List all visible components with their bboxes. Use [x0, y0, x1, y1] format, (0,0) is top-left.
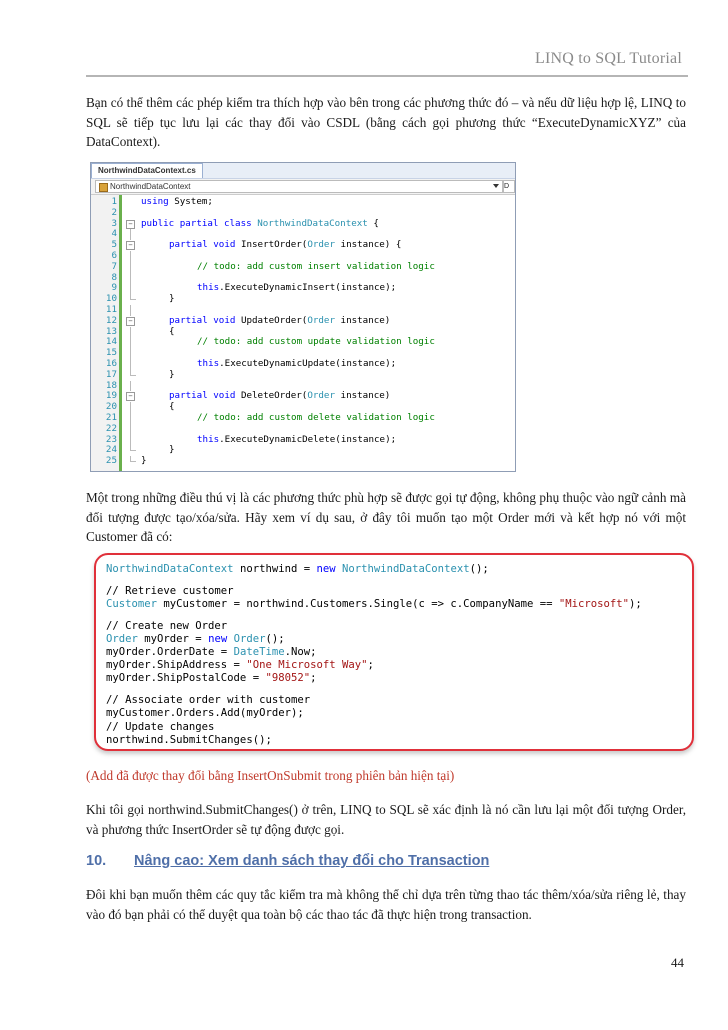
- code-line: 14 // todo: add custom update validation logic: [105, 336, 435, 348]
- section-heading: [86, 853, 489, 869]
- snippet-line: NorthwindDataContext northwind = new NorthwindDataContext();: [106, 563, 489, 575]
- code-line: 3 − public partial class NorthwindDataContext {: [111, 217, 379, 229]
- code-line: 2: [111, 206, 117, 218]
- class-icon: [99, 183, 108, 192]
- code-line: 19 − partial void DeleteOrder(Order instance): [105, 390, 391, 402]
- code-line: 9 this.ExecuteDynamicInsert(instance);: [111, 282, 397, 294]
- code-line: 5 − partial void InsertOrder(Order instance) {: [111, 239, 402, 251]
- code-line: 22: [91, 424, 515, 435]
- snippet-line: myOrder.ShipPostalCode = "98052";: [106, 672, 317, 684]
- header-divider: [86, 75, 688, 77]
- code-line: 12 − partial void UpdateOrder(Order instance): [105, 314, 391, 326]
- snippet-line: Customer myCustomer = northwind.Customers.Single(c => c.CompanyName == "Microsoft");: [106, 598, 642, 610]
- snippet-line: northwind.SubmitChanges();: [106, 734, 272, 746]
- snippet-line: Order myOrder = new Order();: [106, 633, 285, 645]
- collapse-icon[interactable]: −: [126, 317, 135, 326]
- code-line: 4: [91, 229, 515, 240]
- snippet-comment: // Create new Order: [106, 620, 228, 632]
- snippet-line: myCustomer.Orders.Add(myOrder);: [106, 707, 304, 719]
- snippet-caption: (Add đã được thay đổi bằng InsertOnSubmit trong phiên bản hiện tại): [86, 768, 455, 783]
- snippet-comment: // Update changes: [106, 721, 215, 733]
- code-line: 10 }: [105, 293, 175, 305]
- editor-navigation-bar: [91, 179, 515, 195]
- code-editor-screenshot: [90, 162, 516, 472]
- snippet-line: myOrder.OrderDate = DateTime.Now;: [106, 646, 317, 658]
- class-dropdown-label: NorthwindDataContext: [110, 182, 191, 191]
- code-line: 16 this.ExecuteDynamicUpdate(instance);: [105, 357, 397, 369]
- running-header-title: LINQ to SQL Tutorial: [535, 50, 682, 67]
- collapse-icon[interactable]: −: [126, 241, 135, 250]
- collapse-icon[interactable]: −: [126, 392, 135, 401]
- editor-tab-bar: [91, 163, 515, 179]
- code-line: 1 using System;: [111, 196, 213, 207]
- paragraph-intro: Bạn có thể thêm các phép kiểm tra thích hợp vào bên trong các phương thức đó – và nếu dữ liệu hợp lệ, LINQ to SQL sẽ tiếp tục lưu lại các thay đổi vào CSDL (bằng cách gọi phương thức “ExecuteDynamicXYZ” của DataContext).: [86, 95, 686, 149]
- editor-file-tab[interactable]: NorthwindDataContext.cs: [91, 163, 203, 178]
- snippet-comment: // Associate order with customer: [106, 694, 311, 706]
- code-line: 8: [91, 273, 515, 284]
- code-line: 13 {: [105, 325, 175, 337]
- section-number: 10.: [86, 853, 107, 869]
- chevron-down-icon: [493, 184, 499, 188]
- collapse-icon[interactable]: −: [126, 220, 135, 229]
- paragraph-transaction: Đôi khi bạn muốn thêm các quy tắc kiểm tra mà không thể chỉ dựa trên từng thao tác thêm/xóa/sửa riêng lẻ, thay vào đó bạn phải có thể duyệt qua toàn bộ các thao tác đã thực hiện trong transaction.: [86, 887, 686, 922]
- code-line: 21 // todo: add custom delete validation logic: [105, 411, 435, 423]
- code-line: 15: [91, 348, 515, 359]
- method-dropdown[interactable]: D: [503, 180, 515, 193]
- class-dropdown[interactable]: [95, 180, 503, 193]
- code-line: 23 this.ExecuteDynamicDelete(instance);: [105, 433, 397, 445]
- paragraph-submit-explanation: Khi tôi gọi northwind.SubmitChanges() ở trên, LINQ to SQL sẽ xác định là nó cần lưu lại một đối tượng Order, và phương thức InsertOrder sẽ tự động được gọi.: [86, 802, 686, 837]
- code-line: 20 {: [105, 401, 175, 413]
- editor-code-area[interactable]: [91, 195, 515, 471]
- code-lines: [91, 197, 515, 467]
- code-line: 17 }: [105, 368, 175, 380]
- code-line: 11: [91, 305, 515, 316]
- code-line: 24 }: [105, 444, 175, 456]
- code-line: 6: [91, 251, 515, 262]
- code-snippet-box: [94, 553, 694, 751]
- code-line: 25 }: [105, 455, 147, 467]
- section-title: Nâng cao: Xem danh sách thay đổi cho Transaction: [134, 853, 490, 869]
- paragraph-example-intro: Một trong những điều thú vị là các phương thức phù hợp sẽ được gọi tự động, không phụ thuộc vào ngữ cảnh mà đối tượng được tạo/xóa/sửa. Hãy xem ví dụ sau, ở đây tôi muốn tạo một Order mới và kết hợp nó với một Customer đã có:: [86, 490, 686, 544]
- code-line: 18: [91, 381, 515, 392]
- snippet-line: myOrder.ShipAddress = "One Microsoft Way";: [106, 659, 374, 671]
- snippet-comment: // Retrieve customer: [106, 585, 234, 597]
- code-line: 7 // todo: add custom insert validation logic: [111, 260, 435, 272]
- page-number: 44: [671, 955, 684, 970]
